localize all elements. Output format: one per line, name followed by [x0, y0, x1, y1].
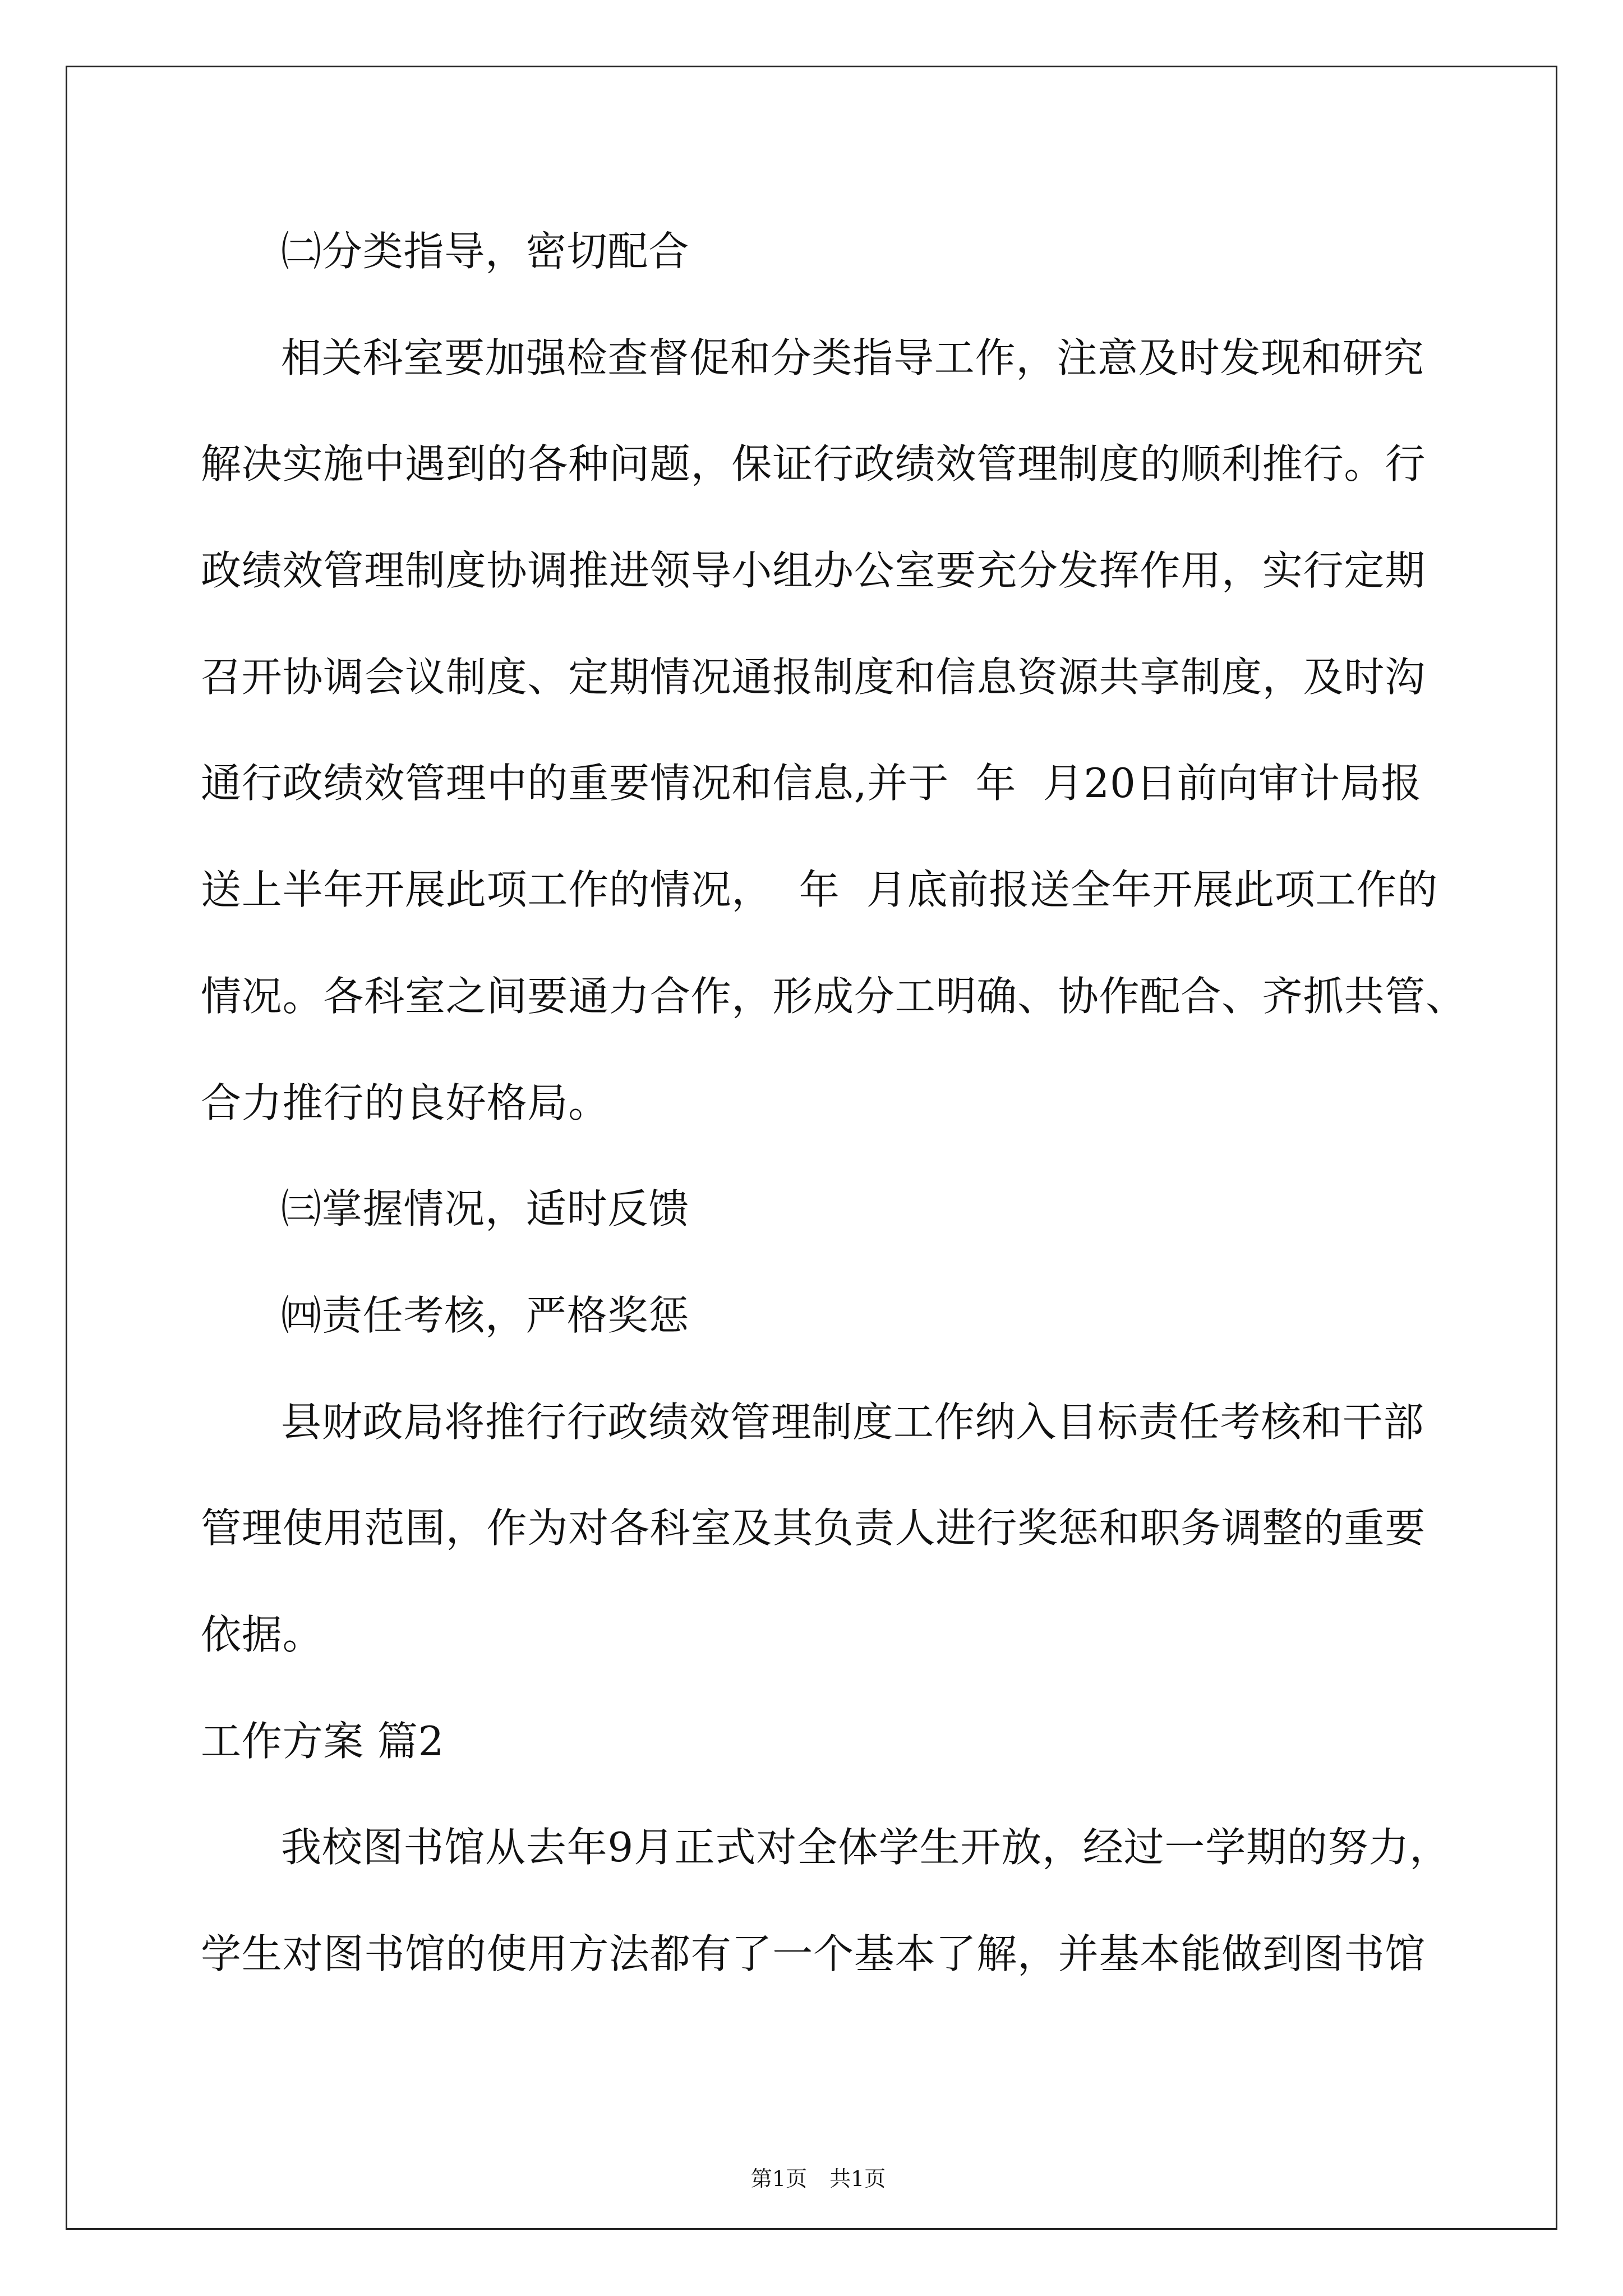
- section-heading: ㈢掌握情况，适时反馈: [281, 1185, 690, 1233]
- section-title: 工作方案 篇2: [201, 1717, 445, 1765]
- section-heading: ㈣责任考核，严格奖惩: [281, 1291, 690, 1339]
- total-pages-label: 共1页: [829, 2166, 886, 2191]
- paragraph-line: 召开协调会议制度、定期情况通报制度和信息资源共享制度，及时沟: [201, 653, 1426, 701]
- paragraph-line: 政绩效管理制度协调推进领导小组办公室要充分发挥作用，实行定期: [201, 547, 1426, 595]
- paragraph-line: 我校图书馆从去年9月正式对全体学生开放，经过一学期的努力，: [281, 1824, 1451, 1871]
- current-page-label: 第1页: [750, 2166, 808, 2191]
- paragraph-line: 管理使用范围，作为对各科室及其负责人进行奖惩和职务调整的重要: [201, 1504, 1426, 1552]
- document-body: [201, 199, 1536, 2008]
- paragraph-line: 相关科室要加强检查督促和分类指导工作，注意及时发现和研究: [281, 334, 1424, 381]
- page-footer: [0, 2132, 1623, 2191]
- paragraph-line: 县财政局将推行行政绩效管理制度工作纳入目标责任考核和干部: [281, 1398, 1424, 1446]
- paragraph-line: 通行政绩效管理中的重要情况和信息,并于 年 月20日前向审计局报: [201, 760, 1422, 807]
- paragraph-line: 送上半年开展此项工作的情况， 年 月底前报送全年开展此项工作的: [201, 866, 1438, 914]
- paragraph-line: 学生对图书馆的使用方法都有了一个基本了解，并基本能做到图书馆: [201, 1930, 1426, 1977]
- paragraph-line: 依据。: [201, 1611, 324, 1658]
- paragraph-line: 合力推行的良好格局。: [201, 1079, 610, 1126]
- section-heading: ㈡分类指导，密切配合: [281, 228, 690, 275]
- paragraph-line: 情况。各科室之间要通力合作，形成分工明确、协作配合、齐抓共管、: [201, 972, 1467, 1020]
- paragraph-line: 解决实施中遇到的各种问题，保证行政绩效管理制度的顺利推行。行: [201, 440, 1426, 488]
